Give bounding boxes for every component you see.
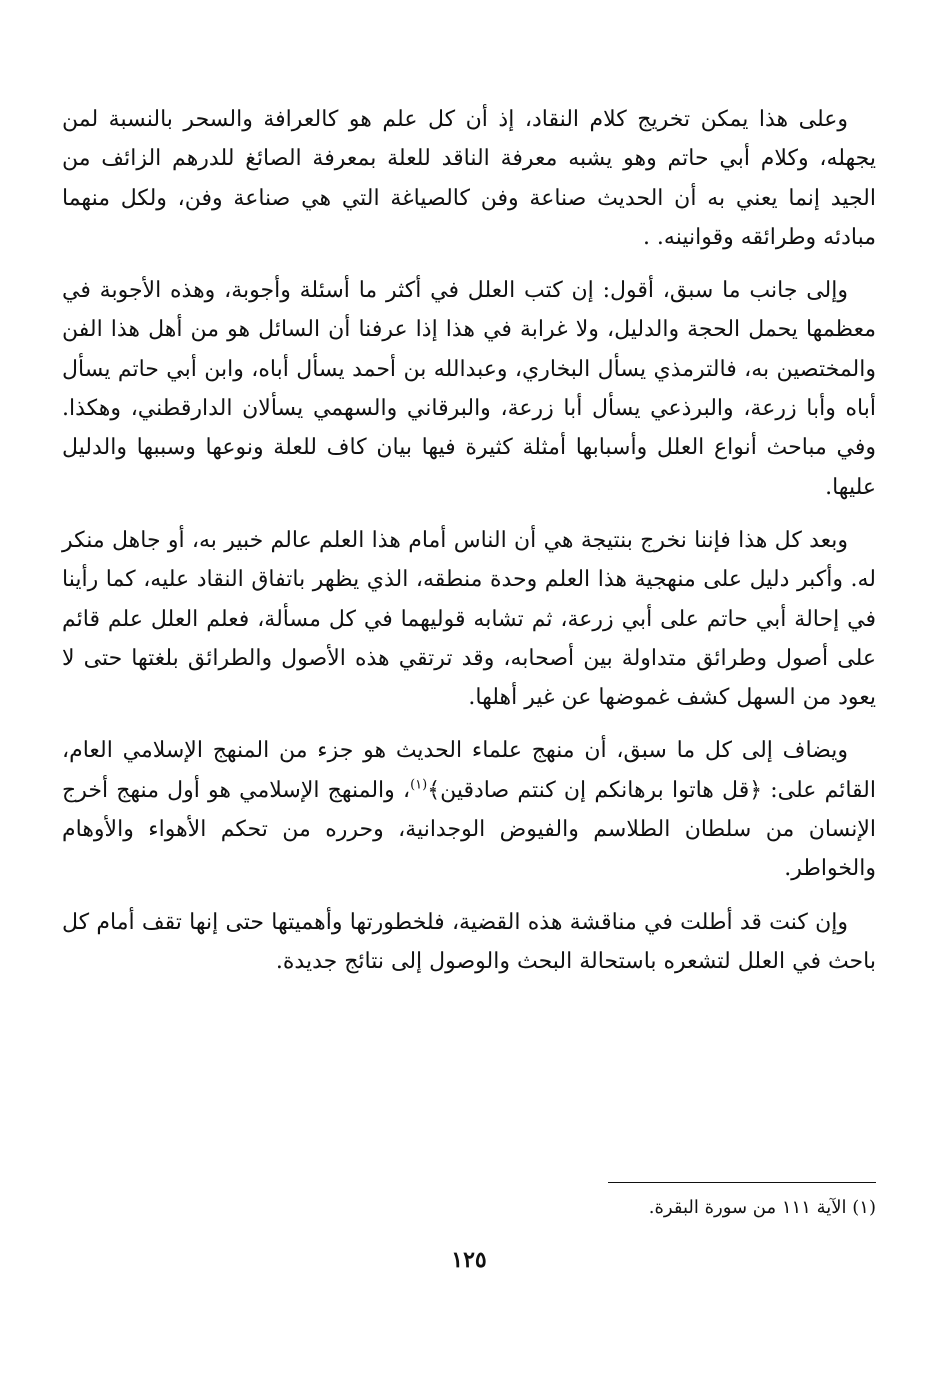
paragraph-4-text-start: ويضاف إلى كل ما سبق، أن منهج علماء الحديث هو جزء من المنهج الإسلامي العام، القائم على: ﴿قل هاتوا برهانكم إن كنتم صادقين﴾ (62, 738, 876, 803)
footnote-marker: (١) (410, 777, 428, 793)
paragraph-5: وإن كنت قد أطلت في مناقشة هذه القضية، فلخطورتها وأهميتها حتى إنها تقف أمام كل باحث في العلل لتشعره باستحالة البحث والوصول إلى نتائج جديدة. (62, 909, 876, 974)
page-number: ١٢٥ (451, 1247, 487, 1273)
paragraph-1: وعلى هذا يمكن تخريج كلام النقاد، إذ أن كل علم هو كالعرافة والسحر بالنسبة لمن يجهله، وكلام أبي حاتم وهو يشبه معرفة الناقد للعلة بمعرفة الصائغ للدرهم الزائف من الجيد إنما يعني به أن الحديث صناعة وفن كالصياغة التي هي صناعة وفن، ولكل منهما مبادئه وطرائقه وقوانينه. . (62, 107, 876, 250)
paragraph-4 (62, 731, 876, 888)
main-text (62, 100, 876, 995)
footnote: (١) الآية ١١١ من سورة البقرة. (648, 1197, 876, 1218)
paragraph-3: وبعد كل هذا فإننا نخرج بنتيجة هي أن الناس أمام هذا العلم عالم خبير به، أو جاهل منكر له. وأكبر دليل على منهجية هذا العلم وحدة منطقه، الذي يظهر باتفاق النقاد عليه، كما رأينا في إحالة أبي حاتم على أبي زرعة، ثم تشابه قوليهما في كل مسألة، فعلم العلل علم قائم على أصول وطرائق متداولة بين أصحابه، وقد ترتقي هذه الأصول والطرائق بلغتها حتى لا يعود من السهل كشف غموضها عن غير أهلها. (62, 527, 876, 711)
paragraph-2: وإلى جانب ما سبق، أقول: إن كتب العلل في أكثر ما أسئلة وأجوبة، وهذه الأجوبة في معظمها يحمل الحجة والدليل، ولا غرابة في هذا إذا عرفنا أن السائل هو من أهل هذا الفن والمختصين به، فالترمذي يسأل البخاري، وعبدالله بن أحمد يسأل أباه، وابن أبي حاتم يسأل أباه وأبا زرعة، والبرذعي يسأل أبا زرعة، والبرقاني والسهمي يسألان الدارقطني، وهكذا. وفي مباحث أنواع العلل وأسبابها أمثلة كثيرة فيها بيان كاف للعلة ونوعها وسببها والدليل عليها. (62, 278, 876, 500)
footnote-divider (608, 1182, 876, 1183)
paragraph-4-text-end: ، والمنهج الإسلامي هو أول منهج أخرج الإنسان من سلطان الطلاسم والفيوض الوجدانية، وحرره من تحكم الأهواء والأوهام والخواطر. (62, 777, 876, 882)
